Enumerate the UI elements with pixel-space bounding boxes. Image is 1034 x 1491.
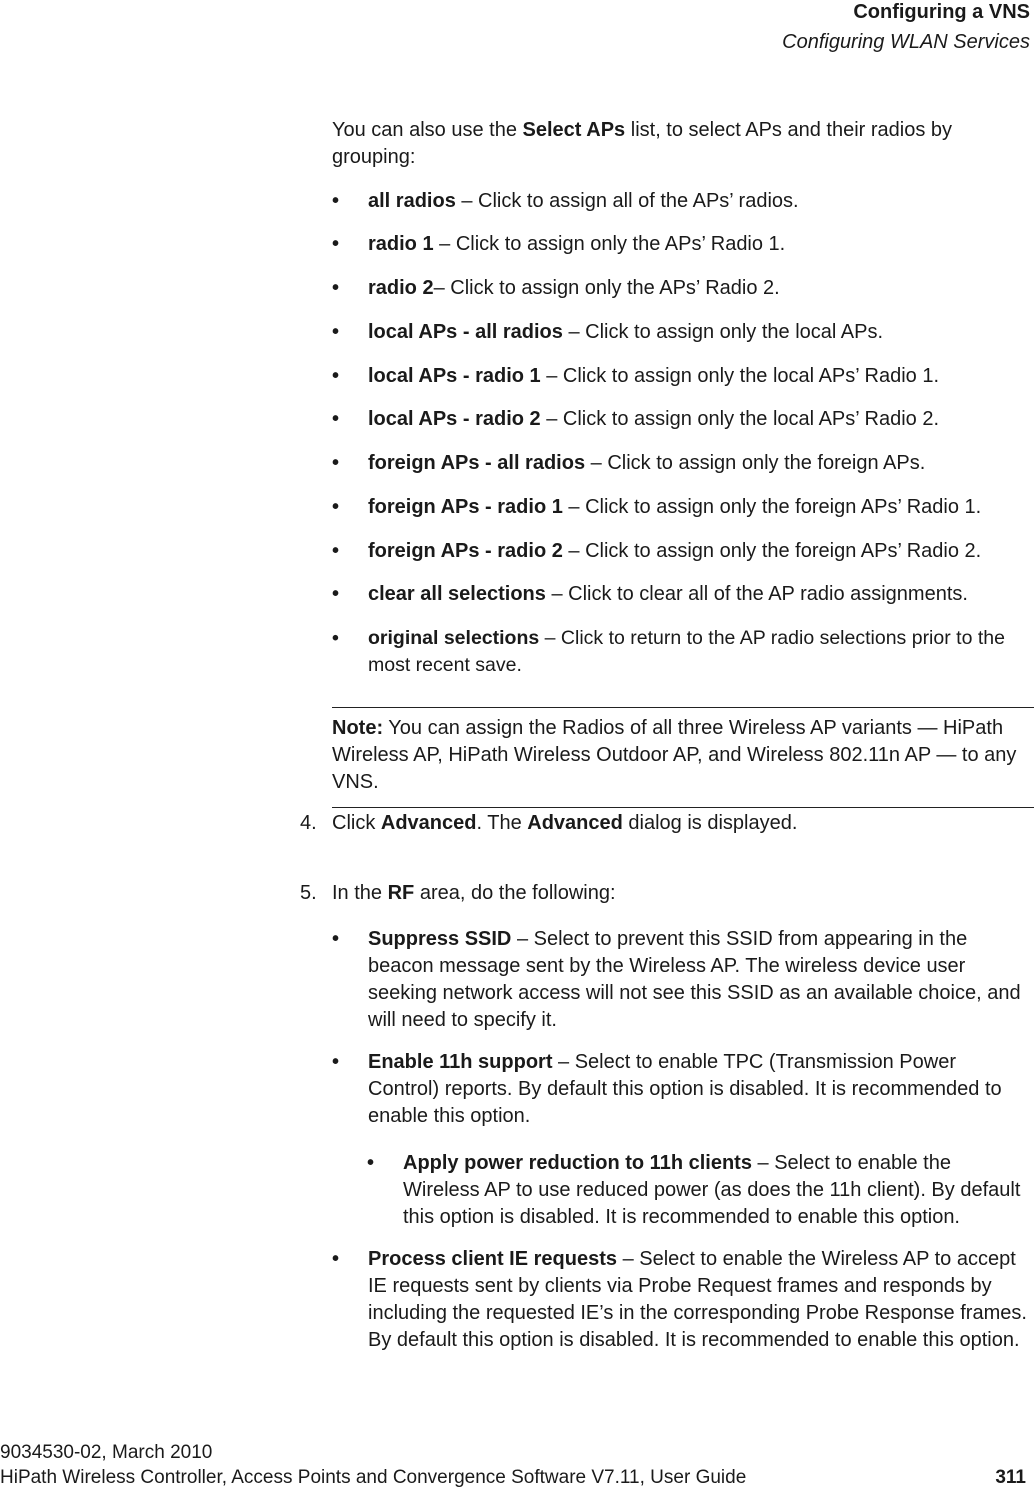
step-number: 4. (300, 812, 317, 834)
bullet-term: foreign APs - all radios (368, 452, 586, 474)
list-item (332, 926, 1030, 1034)
running-header-title: Configuring a VNS (853, 1, 1030, 23)
step-bold-term: Advanced (527, 812, 623, 834)
footer-guide-title: HiPath Wireless Controller, Access Points and Convergence Software V7.11, User Guide (0, 1467, 747, 1488)
list-item (332, 494, 1028, 521)
list-item (332, 1246, 1031, 1354)
intro-paragraph (332, 117, 1022, 171)
footer-date: March 2010 (112, 1442, 213, 1463)
step-text: In the (332, 882, 388, 904)
bullet-term: local APs - all radios (368, 321, 563, 343)
bullet-glyph: • (332, 583, 340, 605)
bullet-desc: – Click to clear all of the AP radio assignments. (545, 583, 968, 605)
list-item (332, 538, 1028, 565)
list-item (332, 275, 1028, 302)
bullet-desc: – Click to return to the AP radio selections prior to the most recent save. (368, 627, 1005, 676)
step-number: 5. (300, 882, 317, 904)
intro-text-before: You can also use the (332, 119, 523, 141)
running-header-subtitle: Configuring WLAN Services (782, 31, 1030, 53)
bullet-glyph: • (332, 365, 340, 387)
bullet-glyph: • (332, 452, 340, 474)
bullet-glyph: • (332, 1051, 340, 1073)
bullet-term: Enable 11h support (368, 1051, 553, 1073)
note-paragraph (332, 715, 1022, 796)
bullet-term: foreign APs - radio 1 (368, 496, 563, 518)
bullet-glyph: • (332, 627, 339, 649)
bullet-desc: – Select to enable the Wireless AP to accept IE requests sent by clients via Probe Request frames and responds by including the requested IE’s in the corresponding Probe Response frames. By default this option is disabled. It is recommended to enable this option. (368, 1248, 1027, 1351)
bullet-glyph: • (332, 321, 340, 343)
bullet-glyph: • (332, 496, 340, 518)
bullet-term: Apply power reduction to 11h clients (403, 1152, 752, 1174)
bullet-term: clear all selections (368, 583, 546, 605)
list-item (332, 581, 1028, 608)
bullet-term: radio 2 (368, 277, 434, 299)
step-item (300, 880, 616, 907)
step-text: Click (332, 812, 381, 834)
bullet-term: local APs - radio 2 (368, 408, 541, 430)
bullet-desc: – Click to assign all of the APs’ radios. (455, 190, 799, 212)
bullet-glyph: • (332, 233, 340, 255)
list-item (332, 188, 1028, 215)
step-item (300, 810, 797, 837)
bullet-desc: – Select to enable the Wireless AP to use reduced power (as does the 11h client). By default this option is disabled. It is recommended to enable this option. (403, 1152, 1021, 1228)
bullet-desc: – Click to assign only the local APs’ Radio 1. (540, 365, 940, 387)
bullet-glyph: • (332, 190, 340, 212)
bullet-desc: – Select to enable TPC (Transmission Power Control) reports. By default this option is disabled. It is recommended to enable this option. (368, 1051, 1002, 1127)
bullet-term: original selections (368, 627, 540, 649)
note-label: Note: (332, 717, 384, 739)
bullet-term: all radios (368, 190, 456, 212)
bullet-glyph: • (332, 540, 340, 562)
list-item (332, 363, 1028, 390)
step-text: . The (476, 812, 528, 834)
bullet-desc: – Click to assign only the foreign APs. (585, 452, 926, 474)
bullet-glyph: • (332, 928, 340, 950)
list-item (332, 319, 1028, 346)
bullet-desc: – Click to assign only the foreign APs’ Radio 2. (562, 540, 982, 562)
bullet-desc: – Click to assign only the local APs. (562, 321, 884, 343)
bullet-glyph: • (332, 408, 340, 430)
bullet-glyph: • (332, 277, 340, 299)
step-bold-term: RF (387, 882, 415, 904)
bullet-term: foreign APs - radio 2 (368, 540, 563, 562)
intro-text-after: list, to select APs and their radios by grouping: (332, 119, 953, 168)
bullet-term: Process client IE requests (368, 1248, 618, 1270)
bullet-glyph: • (332, 1248, 340, 1270)
bullet-desc: – Click to assign only the APs’ Radio 1. (433, 233, 786, 255)
bullet-glyph: • (367, 1152, 375, 1174)
list-item (332, 625, 1030, 679)
bullet-desc: – Click to assign only the local APs’ Radio 2. (540, 408, 940, 430)
bullet-term: Suppress SSID (368, 928, 512, 950)
step-bold-term: Advanced (380, 812, 477, 834)
list-item (332, 406, 1028, 433)
list-item (332, 231, 1028, 258)
note-text: You can assign the Radios of all three Wireless AP variants — HiPath Wireless AP, HiPath Wireless Outdoor AP, and Wireless 802.11n AP — to any VNS. (332, 717, 1017, 793)
page-number: 311 (995, 1467, 1026, 1488)
list-item (332, 450, 1028, 477)
footer-doc-number: 9034530-02, (0, 1442, 112, 1463)
step-text: dialog is displayed. (622, 812, 798, 834)
footer-doc-id (0, 1441, 212, 1464)
bullet-term: radio 1 (368, 233, 434, 255)
note-top-rule (332, 707, 1034, 708)
list-item (332, 1049, 1030, 1130)
intro-bold-term: Select APs (522, 119, 626, 141)
bullet-term: local APs - radio 1 (368, 365, 541, 387)
bullet-desc: – Click to assign only the foreign APs’ Radio 1. (562, 496, 982, 518)
list-item (367, 1150, 1031, 1231)
bullet-desc: – Click to assign only the APs’ Radio 2. (433, 277, 780, 299)
bullet-desc: – Select to prevent this SSID from appearing in the beacon message sent by the Wireless AP. The wireless device user seeking network access will not see this SSID as an available choice, and will need to specify it. (368, 928, 1021, 1031)
step-text: area, do the following: (414, 882, 616, 904)
note-bottom-rule (332, 807, 1034, 808)
